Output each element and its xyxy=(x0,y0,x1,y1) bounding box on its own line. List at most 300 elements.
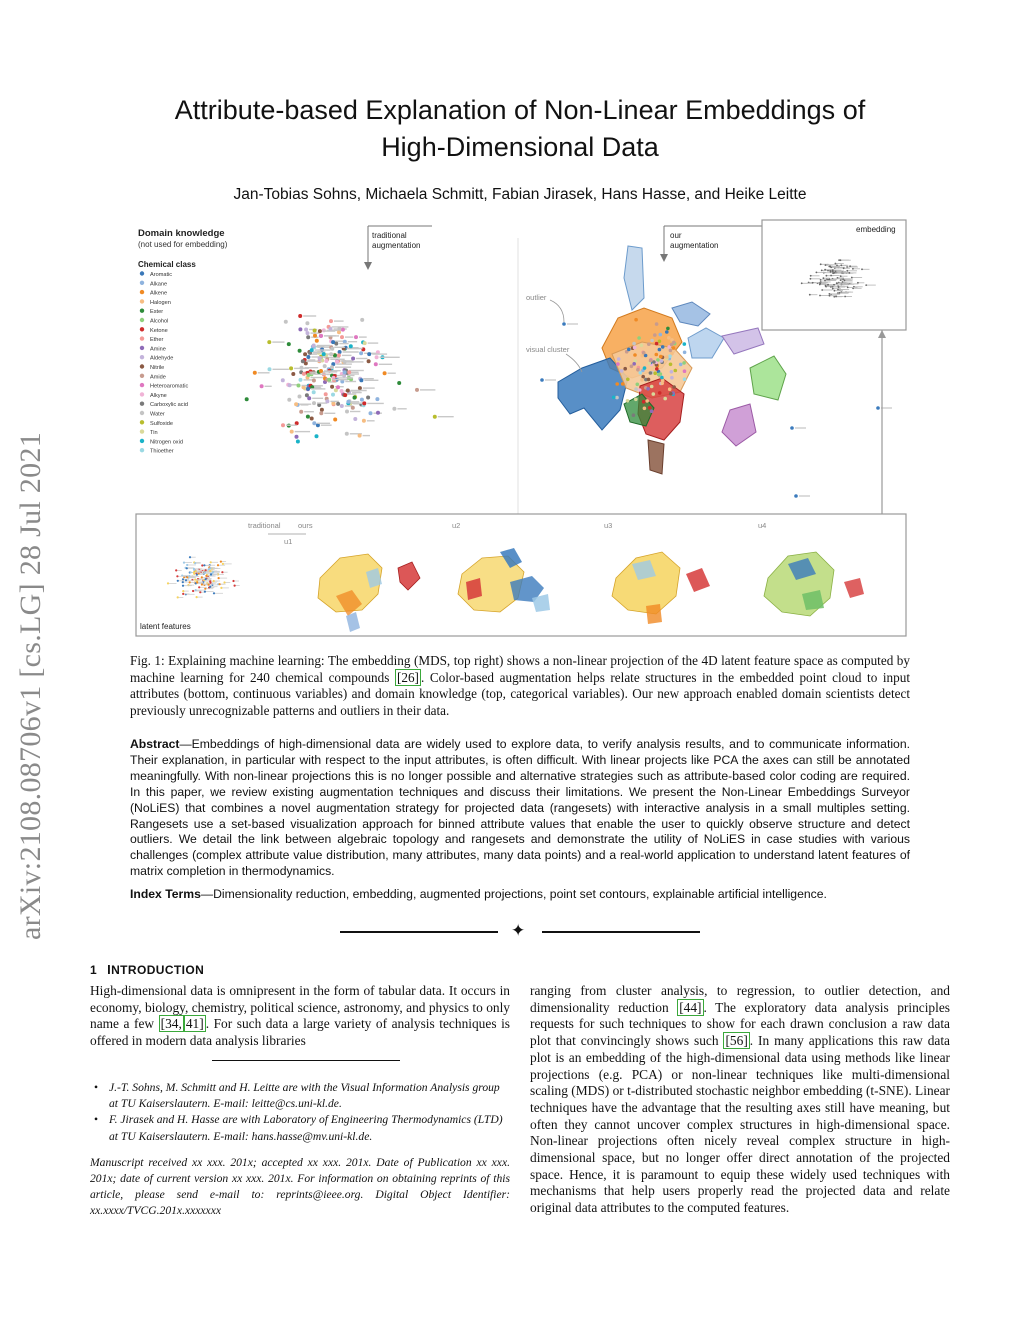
teaser-figure xyxy=(132,218,910,640)
legend-swatch xyxy=(140,411,144,415)
rangeset-point xyxy=(669,349,673,353)
scatter-point xyxy=(318,356,322,360)
embedding-point xyxy=(825,264,827,266)
scatter-point xyxy=(335,360,339,364)
rangeset-point xyxy=(659,372,663,376)
scatter-point xyxy=(330,347,334,351)
scatter-point xyxy=(298,349,302,353)
rangeset-point xyxy=(652,392,656,396)
small-point xyxy=(204,591,206,593)
scatter-point xyxy=(346,389,350,393)
legend-swatch xyxy=(140,281,144,285)
rangeset-point xyxy=(650,409,654,413)
small-point xyxy=(193,568,195,570)
rangeset-point xyxy=(655,342,659,346)
scatter-point xyxy=(338,350,342,354)
legend-label: Carboxylic acid xyxy=(150,402,188,409)
citation-link[interactable]: [56] xyxy=(725,1033,748,1049)
legend-swatch xyxy=(140,290,144,294)
scatter-point xyxy=(245,397,249,401)
legend-swatch xyxy=(140,309,144,313)
embedding-point xyxy=(846,270,848,272)
scatter-point xyxy=(323,364,327,368)
scatter-point xyxy=(303,352,307,356)
embedding-point xyxy=(830,275,832,277)
small-point xyxy=(189,556,191,558)
scatter-point xyxy=(354,335,358,339)
small-point xyxy=(186,576,188,578)
citation-link[interactable]: [44] xyxy=(679,999,702,1015)
embedding-point xyxy=(838,286,840,288)
scatter-point xyxy=(392,407,396,411)
scatter-point xyxy=(433,415,437,419)
scatter-point xyxy=(307,373,311,377)
embedding-point xyxy=(861,268,863,270)
legend-swatch xyxy=(140,327,144,331)
scatter-point xyxy=(298,395,302,399)
small-point xyxy=(182,590,184,592)
small-point xyxy=(199,591,201,593)
small-point xyxy=(192,590,194,592)
small-point xyxy=(221,571,223,573)
rangeset-point xyxy=(650,385,654,389)
small-point xyxy=(182,585,184,587)
embedding-point xyxy=(821,289,823,291)
legend-label: Sulfoxide xyxy=(150,420,174,427)
scatter-point xyxy=(306,331,310,335)
embedding-point xyxy=(842,281,844,283)
intro-right-column: ranging from cluster analysis, to regression, to outlier detection, and dimensionality reduction [44] . The exploratory data analysis principles requests for such techniques to show for each drawn conclusion a raw data plot that convincingly shows such [56] . In many applications this raw data plot is an embedding of the high-dimensional data using methods like linear projections (e.g. PCA) or non-linear techniques like multi-dimensional scaling (MDS) or t-distributed stochastic neighbor embedding (t-SNE). Linear techniques have the advantage that the resulting axes still have meaning, but often they cannot uncover complex structures in high-dimensional space. Non-linear projections often nicely reveal complex structure in high-dimensional space, but no longer offer direct annotation of the projected space. Hence, it is paramount to equip these widely used techniques with mechanisms that help users properly read the projected data and relate original data attributes to the computed features. xyxy=(530,983,950,1216)
embedding-point xyxy=(865,284,867,286)
scatter-point xyxy=(329,319,333,323)
rangeset-point xyxy=(666,327,670,331)
rangeset-point xyxy=(626,378,630,382)
legend-label: Amine xyxy=(150,346,166,353)
embedding-point xyxy=(819,284,821,286)
outlier-pointer xyxy=(550,300,564,322)
small-point xyxy=(223,581,225,583)
scatter-point xyxy=(331,340,335,344)
scatter-point xyxy=(359,378,363,382)
legend-label: Alkane xyxy=(150,281,168,288)
small-point xyxy=(177,580,179,582)
scatter-point xyxy=(312,421,316,425)
embedding-point xyxy=(849,272,851,274)
legend-label: Nitrogen oxid xyxy=(150,439,183,446)
scatter-point xyxy=(351,406,355,410)
small-point xyxy=(183,562,185,564)
scatter-point xyxy=(362,401,366,405)
rangeset-point xyxy=(617,357,621,361)
scatter-point xyxy=(341,328,345,332)
small-point xyxy=(234,585,236,587)
rangeset-point xyxy=(640,378,644,382)
footnotes xyxy=(90,1080,510,1220)
abstract: Abstract—Embeddings of high-dimensional data are widely used to explore data, to verify analysis results, and to communicate information. Their explanation, in particular with respect to the input attributes, is often difficult. With linear projects like PCA the axes can still be annotated meaningfully. With non-linear projections this is no longer possible and alternative strategies such as attribute-based color coding are required. In this paper, we review existing augmentation techniques and discuss their limitations. We present the Non-Linear Embeddings Surveyor (NoLiES) that combines a novel augmentation strategy for projected data (rangesets) with interactive analysis in a small multiples setting. Rangesets use a set-based visualization approach for binned attribute values that enable the user to quickly observe structure and detect outliers. We detail the link between algebraic topology and rangesets and demonstrate the utility of NoLiES in case studies with various challenges (complex attribute value distribution, many attributes, many data points) and a real-world application to understand latent features of matrix completion in thermodynamics. xyxy=(130,737,910,879)
rangeset-point xyxy=(653,333,657,337)
scatter-point xyxy=(324,392,328,396)
footnote-item: • F. Jirasek and H. Hasse are with Laboratory of Engineering Thermodynamics (LTD) at TU Kaiserslautern. E-mail: hans.hasse@mv.uni-kl.de. xyxy=(90,1112,510,1144)
legend-label: Aldehyde xyxy=(150,355,174,362)
scatter-point xyxy=(310,348,314,352)
rangeset-point xyxy=(659,355,663,359)
rangeset-point xyxy=(627,348,631,352)
embedding-point xyxy=(851,277,853,279)
rangeset-point xyxy=(649,371,653,375)
scatter-point xyxy=(324,359,328,363)
rangeset-point xyxy=(626,399,630,403)
embedding-label: embedding xyxy=(856,225,896,234)
rangeset-point xyxy=(667,336,671,340)
our-arrow-head xyxy=(660,254,668,262)
scatter-point xyxy=(287,398,291,402)
embedding-point xyxy=(820,279,822,281)
scatter-point xyxy=(310,417,314,421)
outlier-label: outlier xyxy=(526,293,547,302)
chemical-class-title: Chemical class xyxy=(138,260,196,269)
legend-swatch xyxy=(140,271,144,275)
scatter-point xyxy=(298,327,302,331)
rangeset-point xyxy=(668,387,672,391)
divider-line-right xyxy=(542,931,700,933)
embedding-point xyxy=(843,267,845,269)
section-heading: 1 INTRODUCTION xyxy=(90,962,205,977)
footnote-item: • J.-T. Sohns, M. Schmitt and H. Leitte are with the Visual Information Analysis group at TU Kaiserslautern. E-mail: leitte@cs.uni-kl.de. xyxy=(90,1080,510,1112)
legend-swatch xyxy=(140,374,144,378)
small-point xyxy=(218,577,220,579)
small-point xyxy=(193,571,195,573)
rangeset-point xyxy=(669,363,673,367)
embedding-point xyxy=(829,266,831,268)
legend-label: Ether xyxy=(150,337,164,344)
embedding-point xyxy=(810,275,812,277)
scatter-point xyxy=(312,379,316,383)
scatter-point xyxy=(325,399,329,403)
rangeset-point xyxy=(670,343,674,347)
legend-label: Alkene xyxy=(150,290,168,297)
rangeset-point xyxy=(642,351,646,355)
scatter-point xyxy=(291,372,295,376)
scatter-point xyxy=(362,419,366,423)
rangeset-point xyxy=(656,358,660,362)
legend-label: Thioether xyxy=(150,448,174,455)
scatter-point xyxy=(376,411,380,415)
rangeset-point xyxy=(655,367,659,371)
legend-label: Nitrile xyxy=(150,365,165,371)
scatter-point xyxy=(336,385,340,389)
rangeset-point xyxy=(670,370,674,374)
rangeset-point xyxy=(655,353,659,357)
scatter-point xyxy=(383,371,387,375)
scatter-point xyxy=(363,341,367,345)
scatter-point xyxy=(374,362,378,366)
small-point xyxy=(201,583,203,585)
scatter-point xyxy=(369,411,373,415)
traditional-label-2: augmentation xyxy=(372,241,421,250)
small-point xyxy=(175,569,177,571)
scatter-point xyxy=(331,393,335,397)
rangeset-point xyxy=(672,385,676,389)
legend-swatch xyxy=(140,318,144,322)
embedding-point xyxy=(839,292,841,294)
ours-small-label: ours xyxy=(298,521,313,530)
embedding-point xyxy=(835,296,837,298)
legend-label: Tin xyxy=(150,430,158,437)
legend-swatch xyxy=(140,336,144,340)
small-point xyxy=(209,567,211,569)
rangeset-point xyxy=(638,388,642,392)
legend-label: Heteroaromatic xyxy=(150,383,189,390)
scatter-point xyxy=(340,389,344,393)
embedding-point xyxy=(816,272,818,274)
embedding-point xyxy=(826,275,828,277)
embedding-point xyxy=(832,288,834,290)
divider-star-icon: ✦ xyxy=(511,921,526,941)
small-point xyxy=(204,571,206,573)
rangeset-point xyxy=(632,342,636,346)
rangeset-point xyxy=(663,397,667,401)
legend-label: Amide xyxy=(150,374,166,381)
small-point xyxy=(213,592,215,594)
scatter-point xyxy=(320,408,324,412)
rangeset-point xyxy=(661,345,665,349)
scatter-point xyxy=(304,328,308,332)
scatter-point xyxy=(353,417,357,421)
u4-label: u4 xyxy=(758,521,767,530)
traditional-arrow-head xyxy=(364,262,372,270)
rangeset-point xyxy=(634,398,638,402)
rangeset-point xyxy=(636,383,640,387)
small-point xyxy=(208,584,210,586)
rangeset-point xyxy=(642,400,646,404)
rangeset-point xyxy=(682,361,686,365)
scatter-point xyxy=(319,369,323,373)
outlier-point xyxy=(562,322,566,326)
rangeset-point xyxy=(679,363,683,367)
small-point xyxy=(205,569,207,571)
small-point xyxy=(201,576,203,578)
embedding-point xyxy=(824,269,826,271)
small-point xyxy=(217,564,219,566)
rangeset-point xyxy=(660,359,664,363)
outlier-point xyxy=(540,378,544,382)
citation-link[interactable]: [34, xyxy=(160,1016,182,1032)
scatter-point xyxy=(306,387,310,391)
legend-label: Water xyxy=(150,411,165,418)
scatter-point xyxy=(337,327,341,331)
scatter-point xyxy=(295,435,299,439)
rangeset-point xyxy=(643,407,647,411)
embedding-point xyxy=(829,295,831,297)
scatter-point xyxy=(349,344,353,348)
embedding-point xyxy=(837,289,839,291)
small-point xyxy=(210,573,212,575)
scatter-point xyxy=(306,355,310,359)
rangeset-point xyxy=(634,318,638,322)
rangeset-point xyxy=(615,396,619,400)
scatter-point xyxy=(360,398,364,402)
rangeset-point xyxy=(643,366,647,370)
small-point xyxy=(196,596,198,598)
scatter-point xyxy=(340,335,344,339)
embedding-point xyxy=(852,268,854,270)
small-point xyxy=(190,571,192,573)
legend-swatch xyxy=(140,346,144,350)
scatter-point xyxy=(333,418,337,422)
rangeset-augmentation xyxy=(558,246,786,474)
scatter-point xyxy=(375,397,379,401)
small-point xyxy=(196,574,198,576)
rangeset-point xyxy=(652,360,656,364)
scatter-point xyxy=(302,372,306,376)
scatter-point xyxy=(313,329,317,333)
rangeset-point xyxy=(655,322,659,326)
rangeset-point xyxy=(636,368,640,372)
small-point xyxy=(182,578,184,580)
embedding-point xyxy=(840,259,842,261)
footnote-rule xyxy=(212,1060,400,1061)
visual-cluster-label: visual cluster xyxy=(526,345,570,354)
embedding-point xyxy=(846,266,848,268)
rangeset-point xyxy=(670,376,674,380)
rangeset-point xyxy=(637,336,641,340)
manuscript-info: Manuscript received xx xxx. 201x; accepted xx xxx. 201x. Date of Publication xx xxx. 201x; date of current version xx xxx. 201x. For information on obtaining reprints of this article, please send e-mail to: reprints@ieee.org. Digital Object Identifier: xx.xxxx/TVCG.201x.xxxxxxx xyxy=(90,1155,510,1218)
embedding-point xyxy=(836,282,838,284)
scatter-point xyxy=(375,355,379,359)
legend-label: Alcohol xyxy=(150,318,169,325)
scatter-point xyxy=(301,359,305,363)
rangeset-point xyxy=(658,391,662,395)
embedding-point xyxy=(840,275,842,277)
scatter-point xyxy=(267,340,271,344)
legend-swatch xyxy=(140,429,144,433)
small-point xyxy=(182,593,184,595)
scatter-point xyxy=(253,371,257,375)
rangeset-point xyxy=(615,382,619,386)
figure-canvas xyxy=(132,218,910,640)
rangeset-point xyxy=(683,342,687,346)
small-point xyxy=(222,563,224,565)
legend-swatch xyxy=(140,355,144,359)
embedding-point xyxy=(844,296,846,298)
scatter-point xyxy=(343,393,347,397)
embedding-point xyxy=(810,278,812,280)
embedding-point xyxy=(819,295,821,297)
legend-swatch xyxy=(140,299,144,303)
scatter-point xyxy=(345,432,349,436)
legend-label: Ketone xyxy=(150,327,168,334)
domain-knowledge-subtitle: (not used for embedding) xyxy=(138,240,228,249)
small-point xyxy=(204,588,206,590)
scatter-point xyxy=(281,423,285,427)
embedding-point xyxy=(834,290,836,292)
embedding-point xyxy=(840,264,842,266)
scatter-point xyxy=(297,384,301,388)
small-point xyxy=(196,581,198,583)
intro-left-column: High-dimensional data is omnipresent in the form of tabular data. It occurs in economy, biology, chemistry, political science, astronomy, and physics to only name a few [34, 41] . For such data a large variety of analysis techniques is offered in modern data analysis libraries xyxy=(90,983,511,1049)
embedding-point xyxy=(801,282,803,284)
small-point xyxy=(185,579,187,581)
scatter-point xyxy=(318,329,322,333)
small-point xyxy=(194,579,196,581)
small-point xyxy=(209,586,211,588)
embedding-point xyxy=(824,280,826,282)
scatter-point xyxy=(359,351,363,355)
outlier-point xyxy=(876,406,880,410)
scatter-point xyxy=(281,378,285,382)
rangeset-point xyxy=(632,413,636,417)
legend-label: Ester xyxy=(150,309,164,316)
scatter-point xyxy=(329,327,333,331)
traditional-label-1: traditional xyxy=(372,231,407,240)
small-point xyxy=(213,580,215,582)
scatter-point xyxy=(336,402,340,406)
small-point xyxy=(186,564,188,566)
rangeset-point xyxy=(665,330,669,334)
citation-link[interactable]: [26] xyxy=(396,669,419,685)
rangeset-point xyxy=(630,365,634,369)
scatter-point xyxy=(306,415,310,419)
rangeset-point xyxy=(620,369,624,373)
scatter-point xyxy=(306,335,310,339)
legend-swatch xyxy=(140,392,144,396)
embedding-point xyxy=(832,272,834,274)
divider-line-left xyxy=(340,931,498,933)
rangeset-point xyxy=(646,387,650,391)
rangeset-point xyxy=(632,362,636,366)
outlier-point xyxy=(794,494,798,498)
embedding-point xyxy=(834,272,836,274)
rangeset-point xyxy=(634,387,638,391)
rangeset-point xyxy=(647,342,651,346)
scatter-point xyxy=(345,410,349,414)
rangeset-point xyxy=(649,359,653,363)
scatter-point xyxy=(327,378,331,382)
rangeset-point xyxy=(623,367,627,371)
scatter-point xyxy=(319,411,323,415)
rangeset-point xyxy=(621,382,625,386)
scatter-point xyxy=(358,386,362,390)
citation-link[interactable]: 41] xyxy=(185,1016,204,1032)
small-point xyxy=(194,562,196,564)
embedding-point xyxy=(829,293,831,295)
scatter-point xyxy=(346,400,350,404)
scatter-point xyxy=(288,383,292,387)
domain-knowledge-title: Domain knowledge xyxy=(138,228,225,239)
embedding-point xyxy=(820,281,822,283)
rangeset-point xyxy=(669,392,673,396)
small-point xyxy=(176,575,178,577)
embedding-inset-frame xyxy=(762,220,906,330)
scatter-point xyxy=(358,434,362,438)
rangeset-point xyxy=(668,354,672,358)
scatter-point xyxy=(290,430,294,434)
scatter-point xyxy=(299,410,303,414)
legend-swatch xyxy=(140,439,144,443)
embedding-point xyxy=(847,287,849,289)
rangeset-point xyxy=(648,406,652,410)
scatter-point xyxy=(337,353,341,357)
small-point xyxy=(182,581,184,583)
traditional-augmentation-scatter xyxy=(245,314,454,444)
rangeset-point xyxy=(658,340,662,344)
rangeset-point xyxy=(659,333,663,337)
scatter-point xyxy=(284,320,288,324)
small-point xyxy=(186,567,188,569)
rangeset-point xyxy=(683,369,687,373)
legend-label: Aromatic xyxy=(150,272,173,278)
small-point xyxy=(203,564,205,566)
